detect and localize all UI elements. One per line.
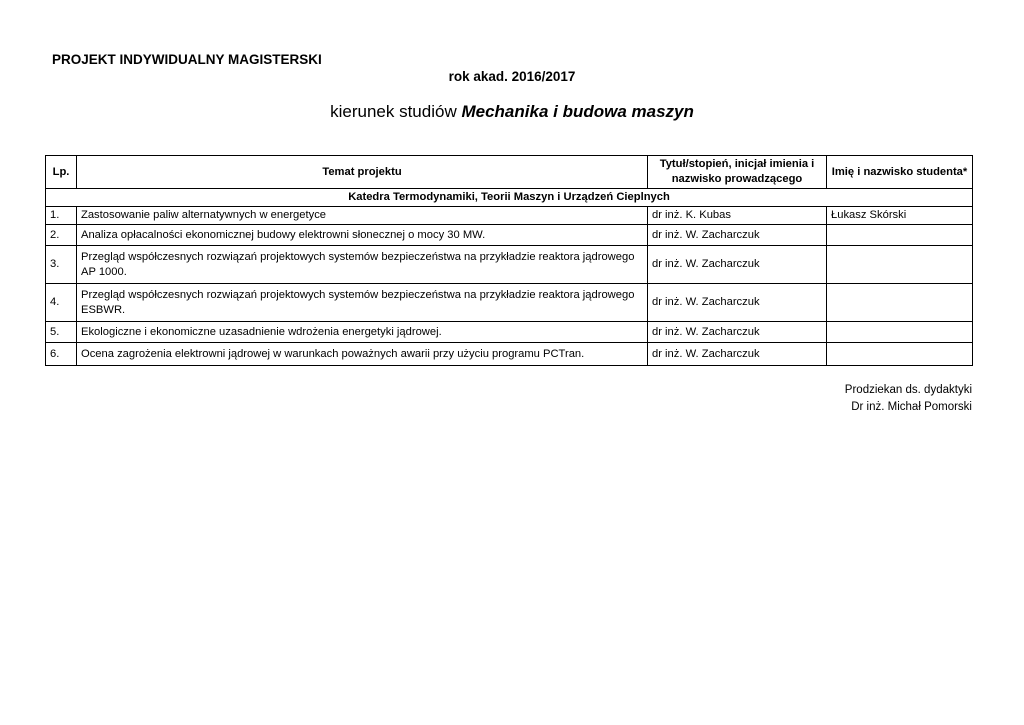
row-supervisor: dr inż. W. Zacharczuk <box>648 322 827 343</box>
table-row <box>46 246 973 284</box>
row-topic: Zastosowanie paliw alternatywnych w energetyce <box>77 207 648 225</box>
row-student <box>827 284 973 322</box>
row-lp: 1. <box>46 207 77 225</box>
department-row <box>46 189 973 207</box>
table-row <box>46 284 973 322</box>
table-row <box>46 322 973 343</box>
row-topic: Ekologiczne i ekonomiczne uzasadnienie wdrożenia energetyki jądrowej. <box>77 322 648 343</box>
signatory-role: Prodziekan ds. dydaktyki <box>844 384 972 396</box>
table-row <box>46 207 973 225</box>
row-student <box>827 225 973 246</box>
row-supervisor: dr inż. W. Zacharczuk <box>648 284 827 322</box>
row-student <box>827 246 973 284</box>
column-header-supervisor: Tytuł/stopień, inicjał imienia i nazwisko prowadzącego <box>648 156 827 189</box>
row-supervisor: dr inż. W. Zacharczuk <box>648 246 827 284</box>
row-supervisor: dr inż. K. Kubas <box>648 207 827 225</box>
table-row <box>46 225 973 246</box>
row-topic: Analiza opłacalności ekonomicznej budowy elektrowni słonecznej o mocy 30 MW. <box>77 225 648 246</box>
row-lp: 5. <box>46 322 77 343</box>
table-header-row <box>46 156 973 189</box>
row-lp: 4. <box>46 284 77 322</box>
row-student <box>827 322 973 343</box>
row-topic: Przegląd współczesnych rozwiązań projektowych systemów bezpieczeństwa na przykładzie reaktora jądrowego AP 1000. <box>77 246 648 284</box>
row-lp: 3. <box>46 246 77 284</box>
academic-year: rok akad. 2016/2017 <box>448 69 576 84</box>
signature-block <box>845 382 972 416</box>
row-supervisor: dr inż. W. Zacharczuk <box>648 225 827 246</box>
row-lp: 2. <box>46 225 77 246</box>
field-of-study <box>0 102 1024 122</box>
column-header-lp: Lp. <box>46 156 77 189</box>
column-header-topic: Temat projektu <box>77 156 648 189</box>
row-lp: 6. <box>46 343 77 366</box>
signatory-name: Dr inż. Michał Pomorski <box>851 401 972 413</box>
row-topic: Przegląd współczesnych rozwiązań projektowych systemów bezpieczeństwa na przykładzie reaktora jądrowego ESBWR. <box>77 284 648 322</box>
column-header-student: Imię i nazwisko studenta* <box>827 156 973 189</box>
table-row <box>46 343 973 366</box>
row-student: Łukasz Skórski <box>827 207 973 225</box>
field-name: Mechanika i budowa maszyn <box>461 102 694 121</box>
department-name: Katedra Termodynamiki, Teorii Maszyn i Urządzeń Cieplnych <box>46 189 973 207</box>
document-title: PROJEKT INDYWIDUALNY MAGISTERSKI <box>52 52 322 67</box>
row-supervisor: dr inż. W. Zacharczuk <box>648 343 827 366</box>
projects-table <box>45 155 973 366</box>
row-topic: Ocena zagrożenia elektrowni jądrowej w warunkach poważnych awarii przy użyciu programu PCTran. <box>77 343 648 366</box>
field-prefix: kierunek studiów <box>330 102 457 121</box>
row-student <box>827 343 973 366</box>
